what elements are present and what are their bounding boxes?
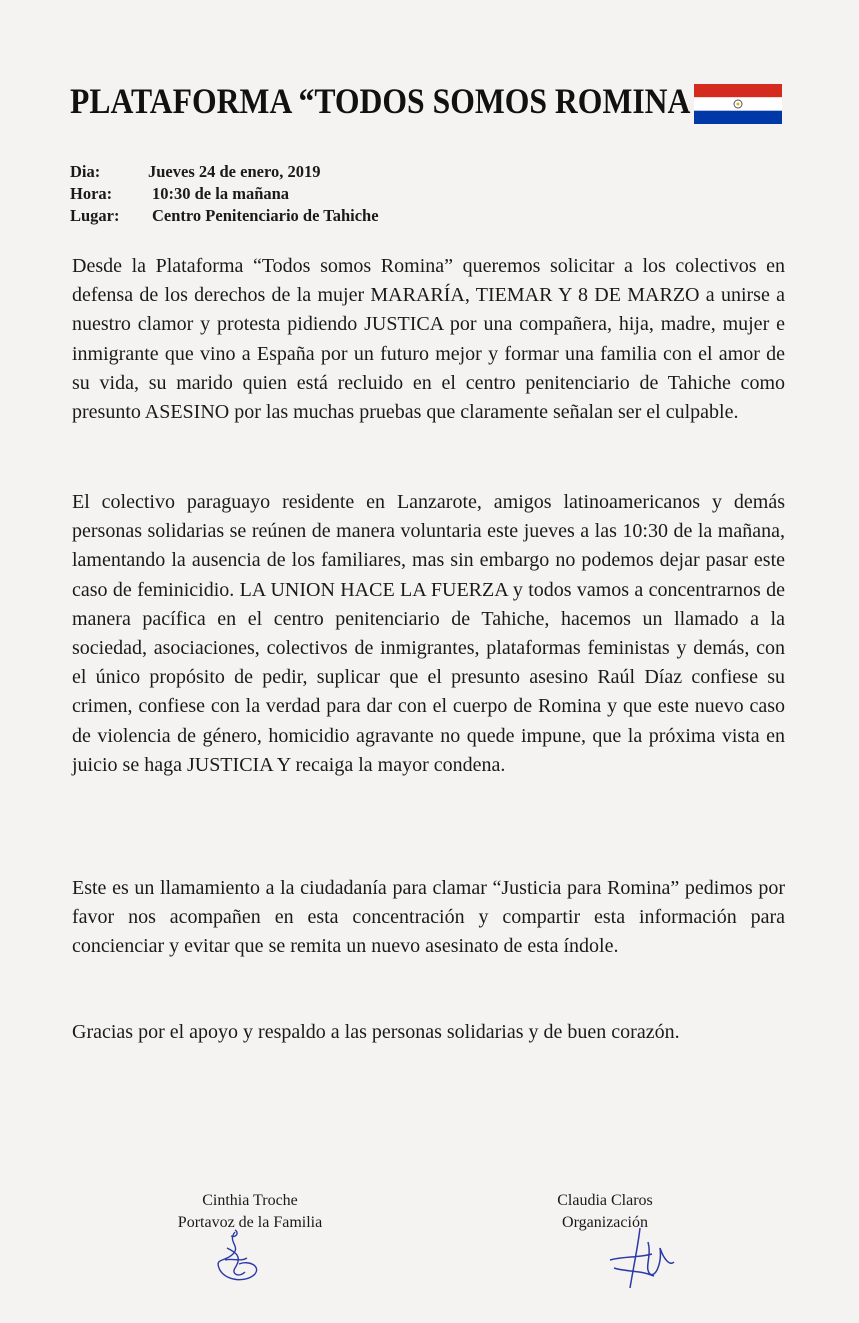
paragraph-gathering: El colectivo paraguayo residente en Lanzarote, amigos latinoamericanos y demás personas solidarias se reúnen de manera voluntaria este jueves a las 10:30 de la mañana, lamentando la ausencia de los familiares, mas sin embargo no podemos dejar pasar este caso de feminicidio. LA UNION HACE LA FUERZA y todos vamos a concentrarnos de manera pacífica en el centro penitenciario de Tahiche, hacemos un llamado a la sociedad, asociaciones, colectivos de inmigrantes, plataformas feministas y demás, con el único propósito de pedir, suplicar que el presunto asesino Raúl Díaz confiese su crimen, confiese con la verdad para dar con el cuerpo de Romina y que este nuevo caso de violencia de género, homicidio agravante no quede impune, que la próxima vista en juicio se haga JUSTICIA Y recaiga la mayor condena. [72,491,785,776]
meta-value: 10:30 de la mañana [152,184,290,203]
event-day [70,161,379,183]
event-details [70,161,379,227]
meta-value: Centro Penitenciario de Tahiche [152,206,379,225]
handwritten-signature-icon [600,1222,680,1294]
signer-name: Claudia Claros [557,1192,653,1209]
handwritten-signature-icon [205,1228,265,1288]
signer-role: Organización [562,1214,648,1231]
paraguay-flag-icon [694,84,782,124]
meta-value: Jueves 24 de enero, 2019 [148,162,321,181]
paragraph-invitation: Desde la Plataforma “Todos somos Romina” queremos solicitar a los colectivos en defensa de los derechos de la mujer MARARÍA, TIEMAR Y 8 DE MARZO a unirse a nuestro clamor y protesta pidiendo JUSTICA por una compañera, hija, madre, mujer e inmigrante que vino a España por un futuro mejor y formar una familia con el amor de su vida, su marido quien está recluido en el centro penitenciario de Tahiche como presunto ASESINO por las muchas pruebas que claramente señalan ser el culpable. [72,255,785,424]
document-title: PLATAFORMA “TODOS SOMOS ROMINA [70,81,691,121]
signer-role: Portavoz de la Familia [177,1214,323,1231]
signer-name: Cinthia Troche [202,1192,298,1209]
event-time [70,183,379,205]
header [70,80,785,130]
paragraph-call: Este es un llamamiento a la ciudadanía para clamar “Justicia para Romina” pedimos por favor nos acompañen en esta concentración y compartir esta información para concienciar y evitar que se remita un nuevo asesinato de esta índole. [72,877,785,958]
event-place [70,205,379,227]
meta-label: Lugar: [70,206,120,225]
paragraph-thanks: Gracias por el apoyo y respaldo a las personas solidarias y de buen corazón. [72,1021,680,1043]
meta-label: Hora: [70,184,113,203]
meta-label: Dia: [70,162,101,181]
